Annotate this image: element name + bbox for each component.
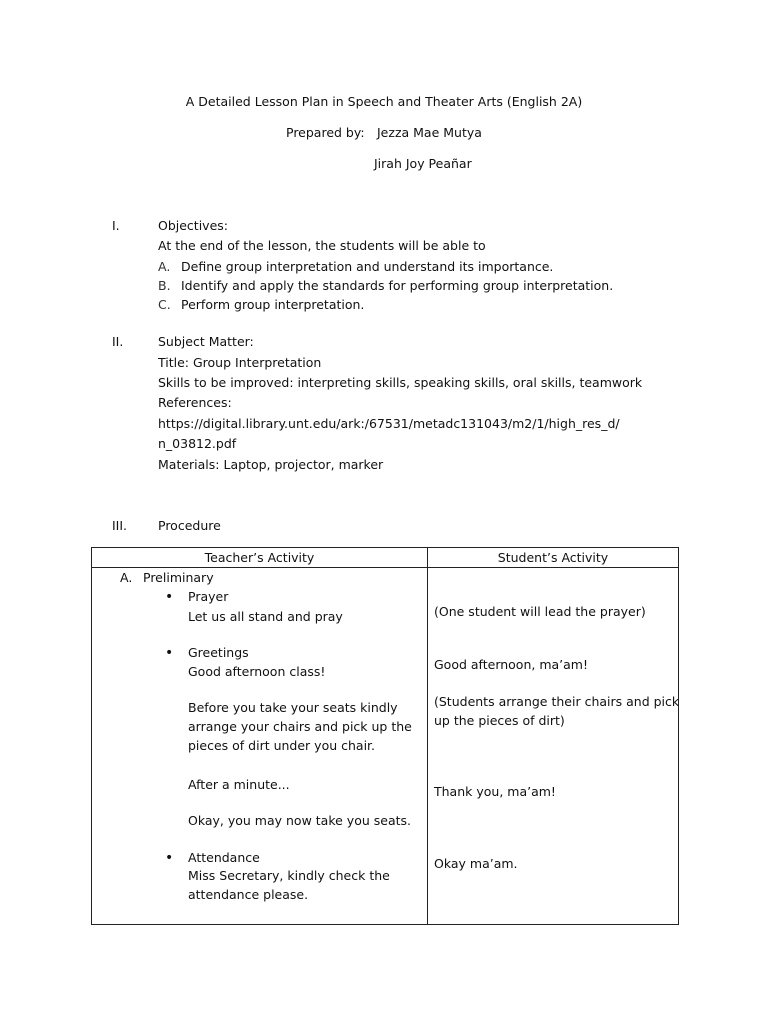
section-number: I. <box>112 218 120 233</box>
section-number: II. <box>112 334 124 349</box>
section-title: Preliminary <box>143 570 214 585</box>
section-number: III. <box>112 518 128 533</box>
reference-url: n_03812.pdf <box>158 436 237 451</box>
student-response: Okay ma’am. <box>434 856 518 871</box>
list-letter: B. <box>158 278 171 293</box>
student-response: (One student will lead the prayer) <box>434 604 646 619</box>
author-name: Jezza Mae Mutya <box>377 125 482 140</box>
materials-line: Materials: Laptop, projector, marker <box>158 457 384 472</box>
prepared-by-label: Prepared by: <box>286 125 365 140</box>
student-response: (Students arrange their chairs and pick <box>434 694 680 709</box>
bullet-icon: • <box>165 589 174 605</box>
activity-text: Good afternoon class! <box>188 664 326 679</box>
section-heading: Procedure <box>158 518 221 533</box>
table-row <box>92 568 679 925</box>
objective-item: Perform group interpretation. <box>181 297 365 312</box>
list-letter: A. <box>158 259 171 274</box>
section-heading: Subject Matter: <box>158 334 254 349</box>
activity-title: Greetings <box>188 645 249 660</box>
student-activity-cell <box>428 568 679 925</box>
subject-title: Title: Group Interpretation <box>158 355 322 370</box>
activity-text: Miss Secretary, kindly check the <box>188 868 390 883</box>
reference-url: https://digital.library.unt.edu/ark:/67531/metadc131043/m2/1/high_res_d/ <box>158 416 620 431</box>
objectives-intro: At the end of the lesson, the students will be able to <box>158 238 486 253</box>
section-heading: Objectives: <box>158 218 228 233</box>
author-name: Jirah Joy Peañar <box>374 156 472 171</box>
teacher-activity-cell <box>92 568 428 925</box>
column-header: Student’s Activity <box>428 548 679 568</box>
column-header: Teacher’s Activity <box>92 548 428 568</box>
activity-title: Prayer <box>188 589 229 604</box>
bullet-icon: • <box>165 645 174 661</box>
objective-item: Define group interpretation and understand its importance. <box>181 259 554 274</box>
activity-text: arrange your chairs and pick up the <box>188 719 412 734</box>
list-letter: C. <box>158 297 171 312</box>
page-title: A Detailed Lesson Plan in Speech and Theater Arts (English 2A) <box>185 94 583 109</box>
student-response: Good afternoon, ma’am! <box>434 657 588 672</box>
table-header-row <box>92 548 679 568</box>
list-letter: A. <box>120 570 133 585</box>
procedure-table <box>91 547 679 925</box>
activity-text: After a minute... <box>188 777 290 792</box>
activity-text: pieces of dirt under you chair. <box>188 738 376 753</box>
student-response: up the pieces of dirt) <box>434 713 565 728</box>
bullet-icon: • <box>165 850 174 866</box>
activity-text: attendance please. <box>188 887 309 902</box>
activity-title: Attendance <box>188 850 260 865</box>
activity-text: Let us all stand and pray <box>188 609 343 624</box>
references-label: References: <box>158 395 232 410</box>
activity-text: Okay, you may now take you seats. <box>188 813 411 828</box>
skills-line: Skills to be improved: interpreting skills, speaking skills, oral skills, teamwork <box>158 375 643 390</box>
objective-item: Identify and apply the standards for performing group interpretation. <box>181 278 614 293</box>
activity-text: Before you take your seats kindly <box>188 700 398 715</box>
student-response: Thank you, ma’am! <box>434 784 556 799</box>
